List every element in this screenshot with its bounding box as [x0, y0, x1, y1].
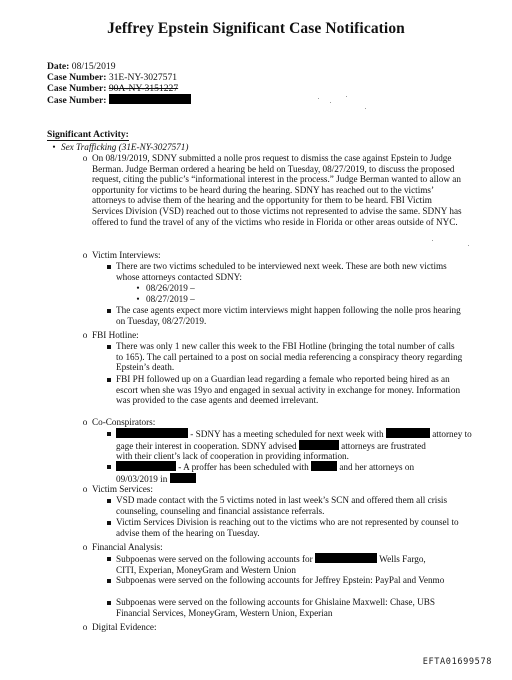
case-number-1: 31E-NY-3027571: [108, 72, 178, 83]
fbi-hotline-heading: FBI Hotline:: [92, 330, 139, 340]
victim-services-heading: Victim Services:: [92, 484, 153, 494]
redaction-block: [170, 473, 196, 483]
services-bullet-1: VSD made contact with the 5 victims noted in last week’s SCN and offered them all crisis counseling, counseling and financial assistance referrals.: [102, 495, 464, 516]
interviews-bullet-2: The case agents expect more victim interviews might happen following the nolle pros hearing on Tuesday, 08/27/2019.: [102, 305, 464, 326]
victim-services-heading-row: o Victim Services:: [78, 484, 462, 495]
financial-analysis-heading-row: o Financial Analysis:: [78, 542, 462, 553]
victim-interviews-heading-row: o Victim Interviews:: [78, 250, 462, 261]
digital-evidence-heading: Digital Evidence:: [92, 622, 157, 632]
interview-date-2: • 08/27/2019 –: [136, 294, 195, 304]
interview-date-1: • 08/26/2019 –: [136, 283, 195, 293]
financial-analysis-heading: Financial Analysis:: [92, 542, 163, 552]
co-conspirators-bullet-1: - SDNY has a meeting scheduled for next week with attorney to gage their interest in cooperation. SDNY advised attorneys are frustrated with their client’s lack of cooperation in providing information.: [102, 428, 474, 462]
scan-speck: [365, 108, 366, 109]
redaction-block: [386, 428, 430, 438]
redaction-block: [299, 440, 339, 450]
document-title: Jeffrey Epstein Significant Case Notification: [107, 20, 405, 37]
case-label-1: Case Number:: [47, 72, 107, 83]
scan-speck: [468, 245, 469, 246]
redaction-block: [116, 461, 176, 471]
date-value: 08/15/2019: [71, 61, 116, 72]
sex-trafficking-heading: Sex Trafficking (31E-NY-3027571): [61, 142, 189, 152]
financial-bullet-2: Subpoenas were served on the following accounts for Jeffrey Epstein: PayPal and Venmo: [102, 575, 464, 586]
financial-bullet-3: Subpoenas were served on the following accounts for Ghislaine Maxwell: Chase, UBS Financial Services, MoneyGram, Western Union, Experian: [102, 597, 464, 618]
case-number-line-2: [47, 83, 178, 94]
case-number-line-3: [47, 94, 191, 106]
fbi-hotline-heading-row: o FBI Hotline:: [78, 330, 462, 341]
co-conspirators-heading-row: o Co-Conspirators:: [78, 417, 462, 428]
redaction-block: [311, 461, 337, 471]
scan-speck: [432, 240, 433, 241]
interviews-bullet-1: There are two victims scheduled to be interviewed next week. These are both new victims whose attorneys contacted SDNY:: [102, 261, 464, 282]
scan-speck: [346, 96, 347, 97]
financial-bullet-1: Subpoenas were served on the following accounts for Wells Fargo, CITI, Experian, MoneyGram and Western Union: [102, 553, 474, 575]
redaction-block: [116, 428, 188, 438]
co-conspirators-heading: Co-Conspirators:: [92, 417, 156, 427]
scan-speck: [330, 102, 331, 103]
case-label-2: Case Number:: [47, 83, 107, 94]
section-heading: Significant Activity:: [47, 129, 129, 140]
hotline-bullet-1: There was only 1 new caller this week to the FBI Hotline (bringing the total number of calls to 165). The call pertained to a post on social media referencing a conspiracy theory regarding Epstein’s death.: [102, 341, 464, 373]
date-line: [47, 61, 116, 72]
case-number-line-1: [47, 72, 177, 83]
nolle-pros-text: On 08/19/2019, SDNY submitted a nolle pros request to dismiss the case against Epstein to Judge Berman. Judge Berman ordered a hearing be held on Tuesday, 08/27/2019, to discuss the proposed request, citing the public’s “informational interest in the process.” Judge Berman wanted to allow an opportunity for victims to be heard during the hearing. SDNY has reached out to the victims’ attorneys to advise them of the hearing and the opportunity for them to be heard. FBI Victim Services Division (VSD) reached out to those victims not represented to advise the same. SDNY has offered to fund the travel of any of the victims who reside in Florida or other areas outside of NYC.: [92, 153, 462, 227]
sex-trafficking-heading-row: • Sex Trafficking (31E-NY-3027571): [47, 142, 467, 153]
nolle-pros-paragraph: o On 08/19/2019, SDNY submitted a nolle pros request to dismiss the case against Epstein to Judge Berman. Judge Berman ordered a hearing be held on Tuesday, 08/27/2019, to discuss the proposed request, citing the public’s “informational interest in the process.” Judge Berman wanted to allow an opportunity for victims to be heard during the hearing. SDNY has reached out to the victims’ attorneys to advise them of the hearing and the opportunity for them to be heard. FBI Victim Services Division (VSD) reached out to those victims not represented to advise the same. SDNY has offered to fund the travel of any of the victims who reside in Florida or other areas outside of NYC.: [82, 153, 462, 227]
services-bullet-2: Victim Services Division is reaching out to the victims who are not represented by counsel to advise them of the hearing on Tuesday.: [102, 517, 464, 538]
scan-speck: [318, 98, 319, 99]
document-id: EFTA01699578: [422, 657, 492, 667]
hotline-bullet-2: FBI PH followed up on a Guardian lead regarding a female who reported being hired as an escort when she was 19yo and engaged in sexual activity in exchange for money. Information was provided to the case agents and deemed irrelevant.: [102, 374, 464, 406]
redaction-block: [109, 94, 191, 104]
redaction-block: [315, 553, 377, 563]
co-conspirators-bullet-2: - A proffer has been scheduled with and her attorneys on 09/03/2019 in: [102, 461, 474, 484]
digital-evidence-heading-row: o Digital Evidence:: [78, 622, 462, 633]
case-number-2: 90A-NY-3151227: [108, 83, 179, 94]
victim-interviews-heading: Victim Interviews:: [92, 250, 161, 260]
date-label: Date:: [47, 61, 70, 72]
case-label-3: Case Number:: [47, 95, 107, 106]
